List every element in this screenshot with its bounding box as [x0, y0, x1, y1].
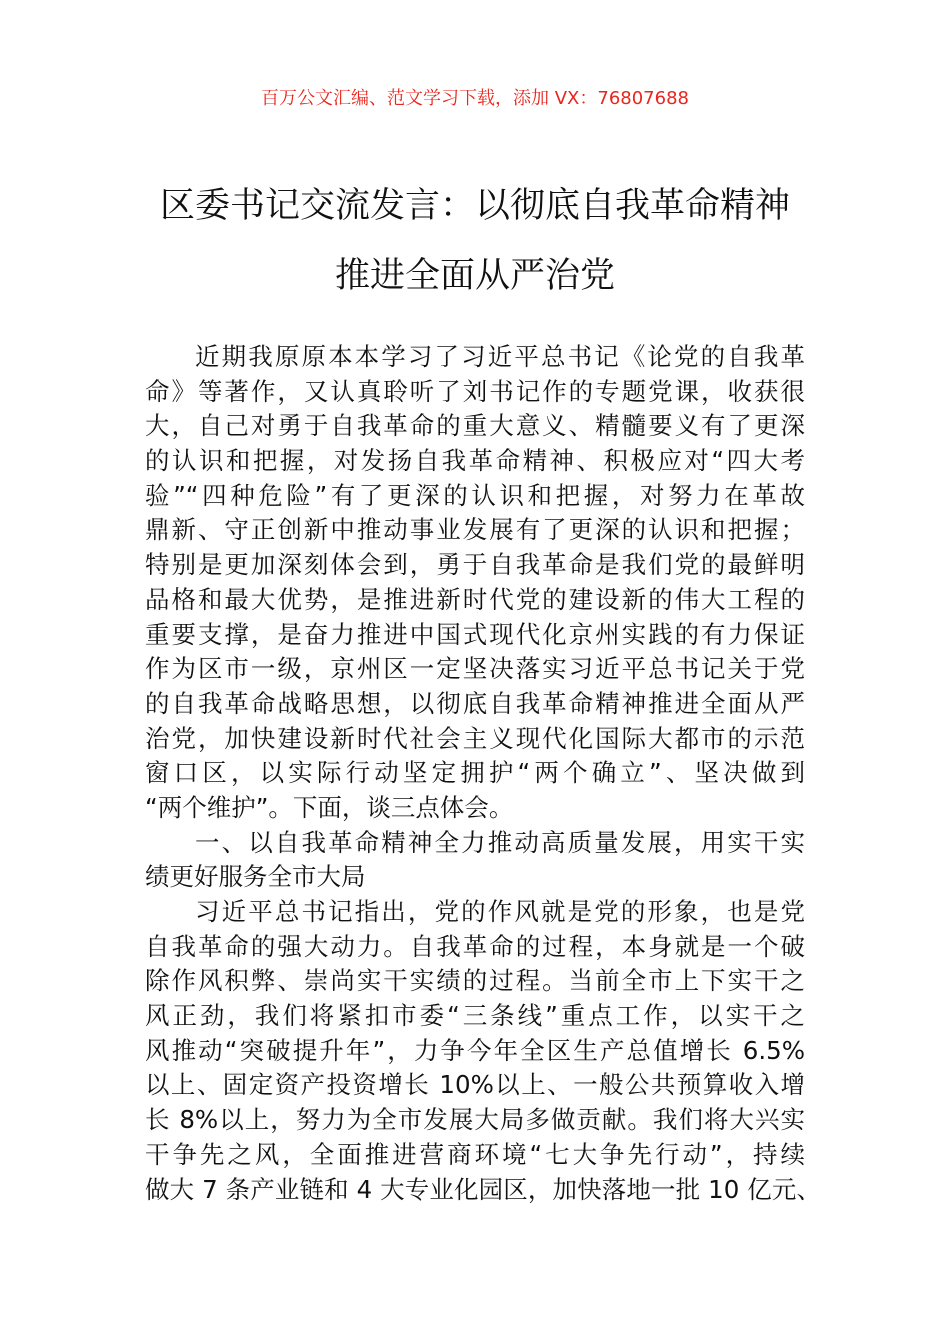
paragraph-line: 自我革命的强大动力。自我革命的过程，本身就是一个破	[145, 931, 805, 961]
paragraph-line: 的认识和把握，对发扬自我革命精神、积极应对“四大考	[145, 446, 805, 476]
paragraph-line: 干争先之风，全面推进营商环境“七大争先行动”，持续	[145, 1139, 805, 1169]
paragraph-line: 窗口区，以实际行动坚定拥护“两个确立”、坚决做到	[145, 758, 805, 788]
section-heading-line: 绩更好服务全市大局	[145, 862, 366, 892]
section-heading-line: 一、以自我革命精神全力推动高质量发展，用实干实	[195, 827, 805, 857]
paragraph-line: “两个维护”。下面，谈三点体会。	[145, 792, 514, 822]
paragraph-line: 治党，加快建设新时代社会主义现代化国际大都市的示范	[145, 723, 805, 753]
document-title-line-1: 区委书记交流发言：以彻底自我革命精神	[159, 186, 790, 226]
paragraph-line: 验”“四种危险”有了更深的认识和把握，对努力在革故	[145, 480, 805, 510]
paragraph-line: 品格和最大优势，是推进新时代党的建设新的伟大工程的	[145, 584, 805, 614]
paragraph-line: 风正劲，我们将紧扣市委“三条线”重点工作，以实干之	[145, 1001, 805, 1031]
document-title-line-2: 推进全面从严治党	[334, 256, 615, 296]
paragraph-line: 习近平总书记指出，党的作风就是党的形象，也是党	[195, 897, 805, 926]
paragraph-line: 作为区市一级，京州区一定坚决落实习近平总书记关于党	[145, 654, 805, 684]
paragraph-line: 重要支撑，是奋力推进中国式现代化京州实践的有力保证	[145, 619, 805, 649]
watermark-header: 百万公文汇编、范文学习下载，添加 VX：76807688	[261, 88, 689, 109]
paragraph-line: 大，自己对勇于自我革命的重大意义、精髓要义有了更深	[145, 411, 805, 441]
paragraph-line: 长 8%以上，努力为全市发展大局多做贡献。我们将大兴实	[145, 1105, 805, 1135]
paragraph-line: 鼎新、守正创新中推动事业发展有了更深的认识和把握；	[145, 515, 805, 545]
paragraph-line: 以上、固定资产投资增长 10%以上、一般公共预算收入增	[145, 1070, 805, 1100]
paragraph-line: 风推动“突破提升年”，力争今年全区生产总值增长 6.5%	[145, 1035, 805, 1065]
paragraph-line: 做大 7 条产业链和 4 大专业化园区，加快落地一批 10 亿元、	[145, 1174, 821, 1204]
paragraph-line: 除作风积弊、崇尚实干实绩的过程。当前全市上下实干之	[145, 966, 805, 996]
paragraph-line: 命》等著作，又认真聆听了刘书记作的专题党课，收获很	[145, 376, 805, 406]
paragraph-line: 特别是更加深刻体会到，勇于自我革命是我们党的最鲜明	[145, 550, 805, 580]
paragraph-line: 的自我革命战略思想，以彻底自我革命精神推进全面从严	[145, 688, 805, 718]
document-body	[145, 340, 821, 1207]
paragraph-line: 近期我原原本本学习了习近平总书记《论党的自我革	[195, 342, 805, 371]
